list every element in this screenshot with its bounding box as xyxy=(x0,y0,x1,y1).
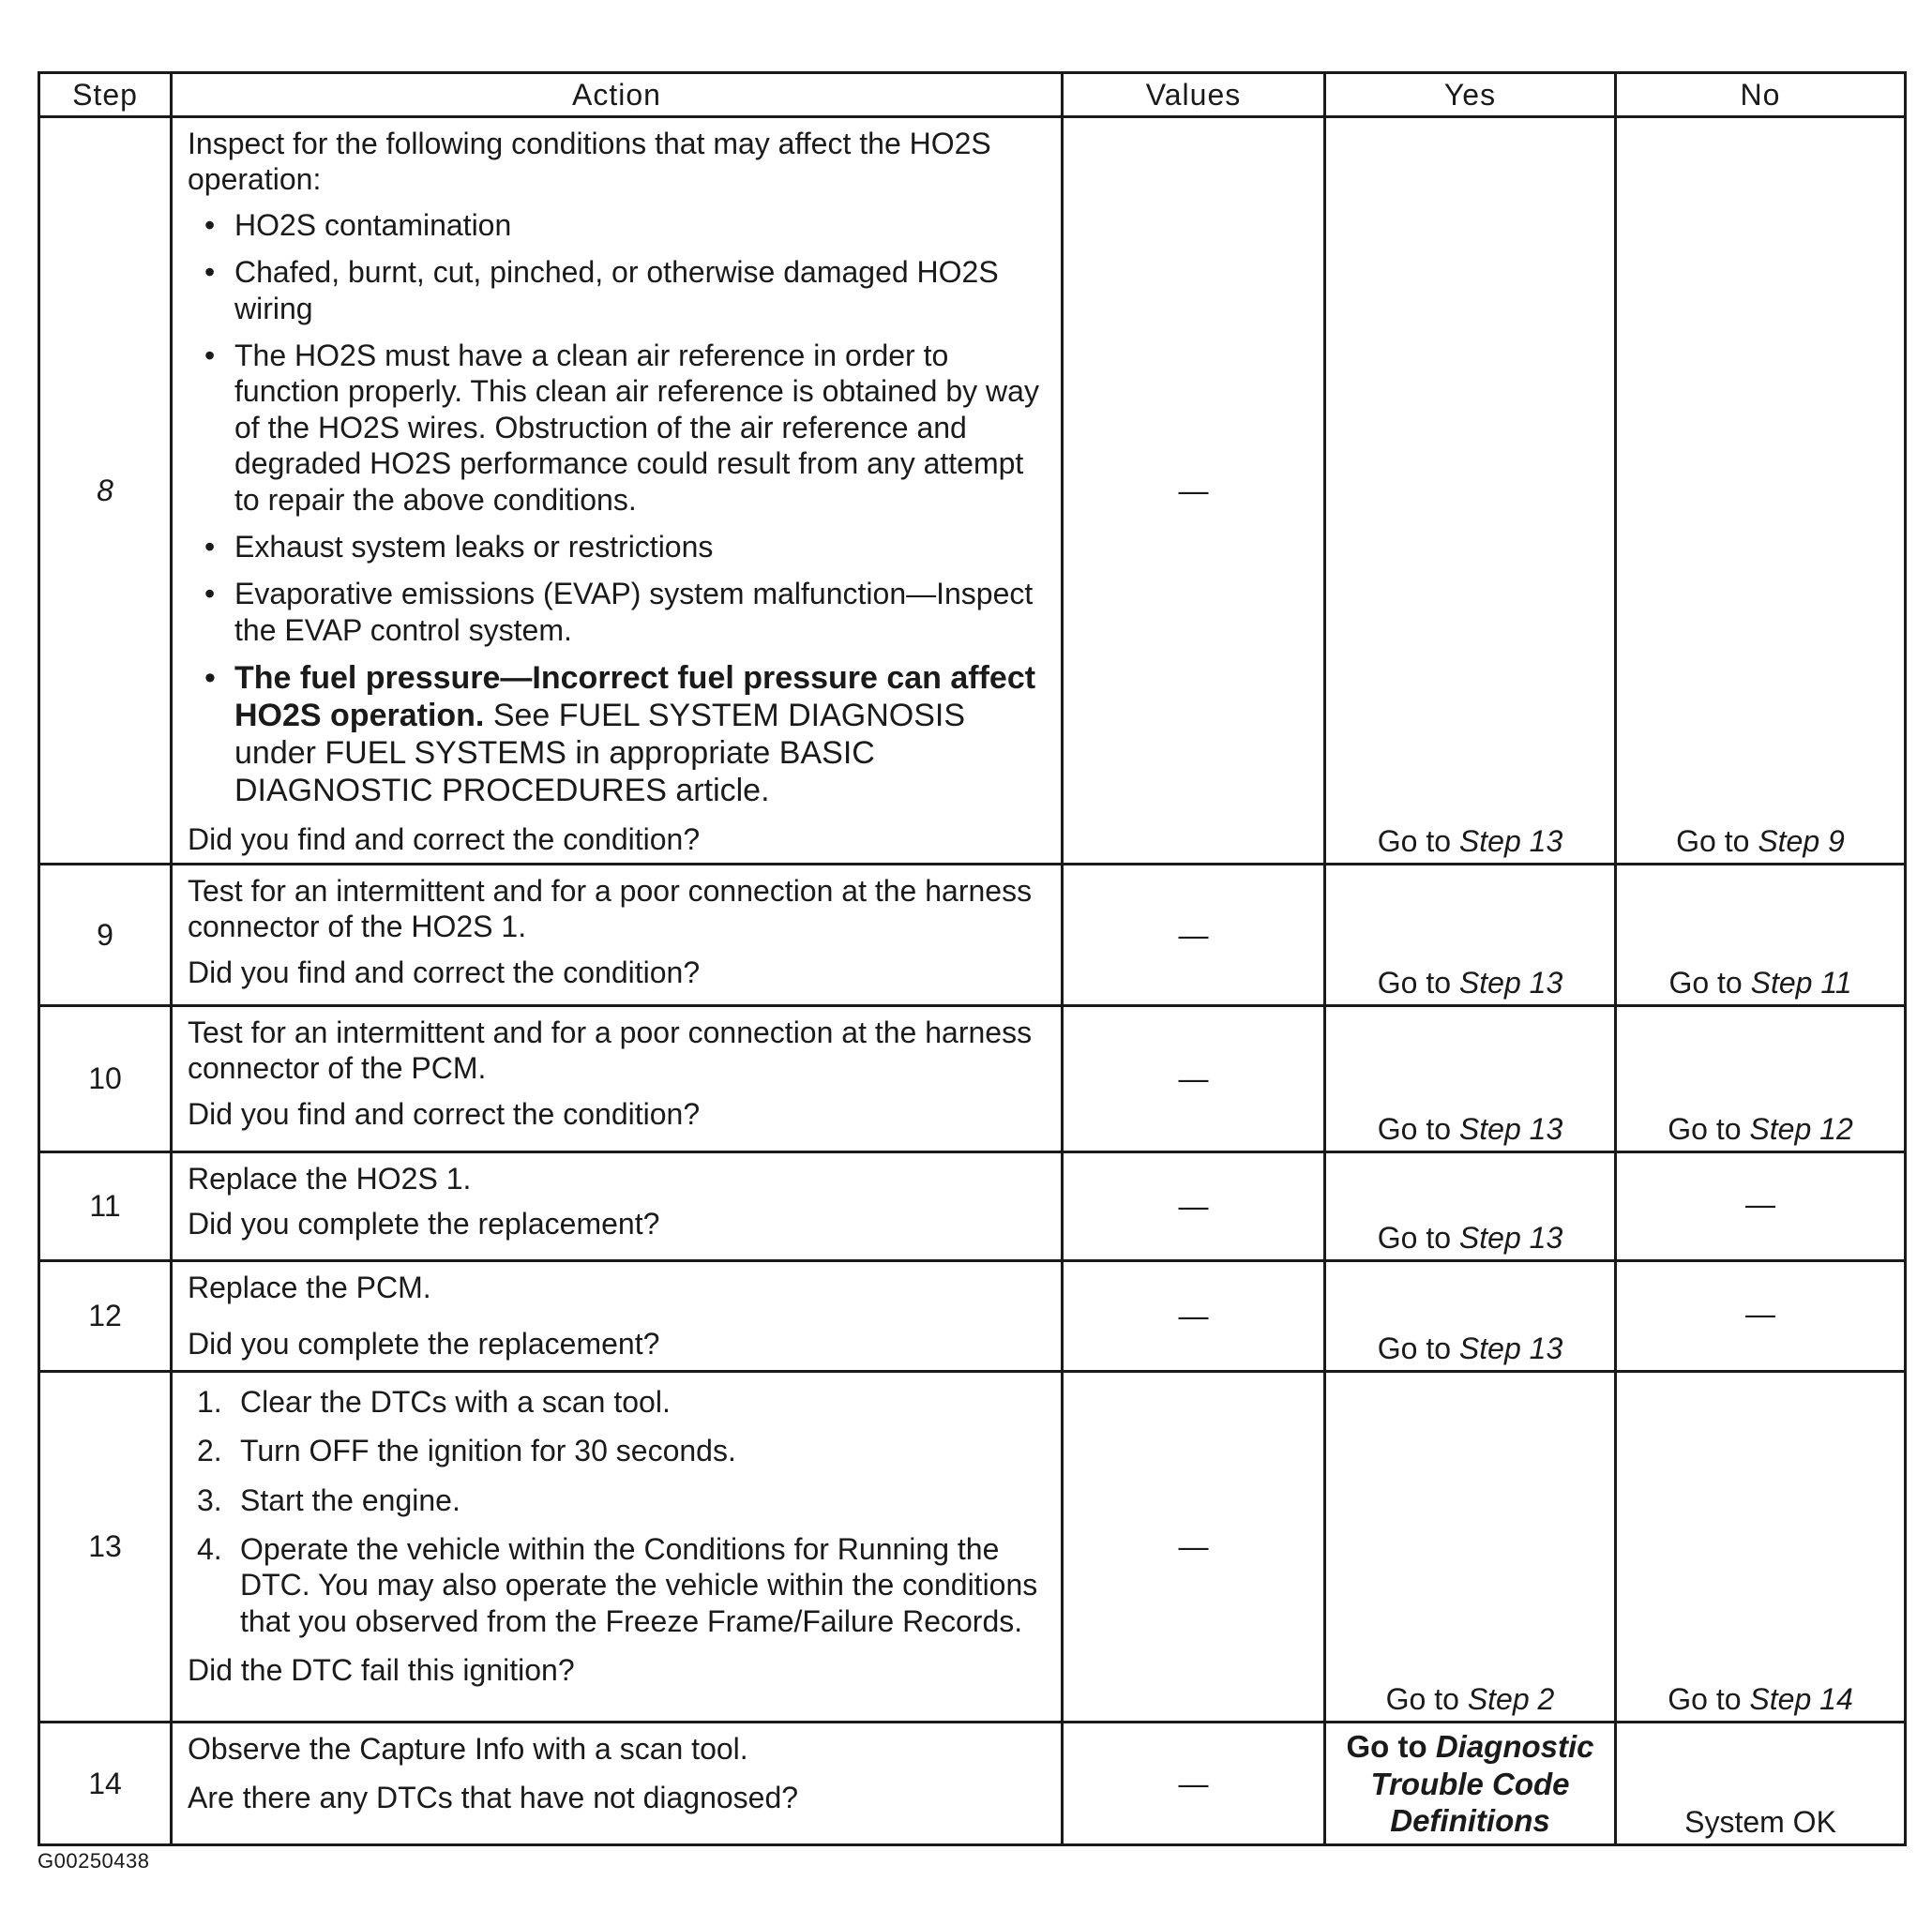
step-link[interactable]: Step 9 xyxy=(1758,823,1845,858)
step-link[interactable]: Step 12 xyxy=(1749,1111,1853,1146)
table-row xyxy=(39,864,1906,1005)
yes-cell xyxy=(1325,1005,1616,1151)
table-row xyxy=(39,1151,1906,1260)
yes-cell xyxy=(1325,1151,1616,1260)
yes-cell xyxy=(1325,864,1616,1005)
diagnostic-table xyxy=(38,71,1907,1846)
values-cell: — xyxy=(1063,1722,1325,1844)
step-number: 11 xyxy=(39,1151,172,1260)
table-row xyxy=(39,1722,1906,1844)
step-link[interactable]: Step 14 xyxy=(1749,1681,1853,1716)
step-number: 9 xyxy=(39,864,172,1005)
action-intro: Inspect for the following conditions that may affect the HO2S operation: xyxy=(188,127,991,197)
no-cell: — xyxy=(1616,1260,1906,1371)
list-item xyxy=(197,1433,1048,1468)
list-text: Turn OFF the ignition for 30 seconds. xyxy=(240,1434,736,1468)
step-number: 14 xyxy=(39,1722,172,1844)
action-cell xyxy=(172,1151,1063,1260)
action-question: Did you find and correct the condition? xyxy=(188,1096,701,1131)
table-row xyxy=(39,1371,1906,1722)
step-number: 12 xyxy=(39,1260,172,1371)
action-cell xyxy=(172,1722,1063,1844)
step-link[interactable]: Step 13 xyxy=(1458,1220,1563,1255)
step-link[interactable]: Step 13 xyxy=(1458,823,1563,858)
yes-cell xyxy=(1325,1371,1616,1722)
step-link[interactable]: Step 11 xyxy=(1750,965,1852,1000)
action-text: Replace the HO2S 1. xyxy=(188,1161,472,1196)
table-row xyxy=(39,1260,1906,1371)
condition-list xyxy=(188,207,1048,810)
go-to-label: Go to xyxy=(1676,823,1750,858)
no-cell xyxy=(1616,1005,1906,1151)
action-text: Replace the PCM. xyxy=(188,1270,431,1304)
table-row xyxy=(39,117,1906,865)
values-cell: — xyxy=(1063,117,1325,865)
fuel-pressure-lead: The fuel pressure—Incorrect fuel pressure can affect HO2S operation. xyxy=(234,660,1036,734)
list-item xyxy=(197,1531,1048,1639)
list-number: 3. xyxy=(197,1482,222,1517)
go-to-label: Go to xyxy=(1346,1729,1427,1765)
go-to-label: Go to xyxy=(1668,1681,1742,1716)
yes-cell xyxy=(1325,1722,1616,1844)
list-item-fuel-pressure xyxy=(234,659,1048,809)
list-item xyxy=(197,1482,1048,1518)
table-row xyxy=(39,1005,1906,1151)
go-to-label: Go to xyxy=(1385,1681,1459,1716)
action-cell xyxy=(172,864,1063,1005)
list-text: Clear the DTCs with a scan tool. xyxy=(240,1384,671,1419)
list-number: 4. xyxy=(197,1532,222,1567)
go-to-label: Go to xyxy=(1668,1111,1742,1146)
step-link[interactable]: Step 13 xyxy=(1458,965,1563,1000)
header-no: No xyxy=(1616,73,1906,117)
list-number: 1. xyxy=(197,1384,222,1419)
yes-cell xyxy=(1325,1260,1616,1371)
no-cell: System OK xyxy=(1616,1722,1906,1844)
go-to-label: Go to xyxy=(1377,1331,1452,1365)
fuel-pressure-reference: See FUEL SYSTEM DIAGNOSIS under FUEL SYSTEMS in appropriate BASIC DIAGNOSTIC PROCEDURES article. xyxy=(234,698,966,809)
list-text: Start the engine. xyxy=(240,1482,460,1517)
list-item xyxy=(197,1384,1048,1420)
header-step: Step xyxy=(39,73,172,117)
go-to-label: Go to xyxy=(1377,1220,1452,1255)
no-cell xyxy=(1616,1371,1906,1722)
step-number: 8 xyxy=(39,117,172,865)
action-question: Did you complete the replacement? xyxy=(188,1207,660,1241)
action-question: Did the DTC fail this ignition? xyxy=(188,1653,575,1688)
step-number: 13 xyxy=(39,1371,172,1722)
values-cell: — xyxy=(1063,1151,1325,1260)
step-link[interactable]: Step 13 xyxy=(1458,1111,1563,1146)
list-item: • HO2S contamination xyxy=(234,207,1048,243)
action-text: Observe the Capture Info with a scan tool. xyxy=(188,1731,748,1766)
header-action: Action xyxy=(172,73,1063,117)
list-item: • Chafed, burnt, cut, pinched, or otherwise damaged HO2S wiring xyxy=(234,254,1048,326)
action-question: Did you find and correct the condition? xyxy=(188,955,701,989)
step-link[interactable]: Step 2 xyxy=(1467,1681,1555,1716)
procedure-list xyxy=(188,1384,1048,1639)
action-text: Test for an intermittent and for a poor connection at the harness connector of the PCM. xyxy=(188,1015,1033,1086)
no-cell xyxy=(1616,117,1906,865)
no-cell: — xyxy=(1616,1151,1906,1260)
action-question: Are there any DTCs that have not diagnosed? xyxy=(188,1781,799,1815)
header-yes: Yes xyxy=(1325,73,1616,117)
action-question: Did you find and correct the condition? xyxy=(188,821,701,856)
step-number: 10 xyxy=(39,1005,172,1151)
list-item: • The HO2S must have a clean air reference in order to function properly. This clean air reference is obtained by way of the HO2S wires. Obstruction of the air reference and degraded HO2S performance could result from any attempt to repair the above conditions. xyxy=(234,338,1048,518)
values-cell: — xyxy=(1063,864,1325,1005)
no-cell xyxy=(1616,864,1906,1005)
step-link[interactable]: Step 13 xyxy=(1458,1331,1563,1365)
list-item: • Evaporative emissions (EVAP) system malfunction—Inspect the EVAP control system. xyxy=(234,576,1048,648)
dtc-definitions-link[interactable]: Diagnostic Trouble Code Definitions xyxy=(1370,1729,1594,1839)
values-cell: — xyxy=(1063,1371,1325,1722)
go-to-label: Go to xyxy=(1377,1111,1452,1146)
go-to-label: Go to xyxy=(1668,965,1743,1000)
go-to-label: Go to xyxy=(1377,823,1452,858)
action-question: Did you complete the replacement? xyxy=(188,1327,660,1362)
action-cell xyxy=(172,1371,1063,1722)
list-text: Operate the vehicle within the Conditions for Running the DTC. You may also operate the vehicle within the conditions that you observed from the Freeze Frame/Failure Records. xyxy=(240,1532,1038,1638)
list-item: • Exhaust system leaks or restrictions xyxy=(234,529,1048,564)
action-cell xyxy=(172,1005,1063,1151)
action-cell xyxy=(172,117,1063,865)
values-cell: — xyxy=(1063,1260,1325,1371)
header-values: Values xyxy=(1063,73,1325,117)
go-to-label: Go to xyxy=(1377,965,1452,1000)
list-number: 2. xyxy=(197,1434,222,1468)
yes-cell xyxy=(1325,117,1616,865)
values-cell: — xyxy=(1063,1005,1325,1151)
header-row xyxy=(39,73,1906,117)
action-text: Test for an intermittent and for a poor connection at the harness connector of the HO2S 1. xyxy=(188,873,1033,944)
action-cell xyxy=(172,1260,1063,1371)
figure-id: G00250438 xyxy=(38,1849,150,1873)
